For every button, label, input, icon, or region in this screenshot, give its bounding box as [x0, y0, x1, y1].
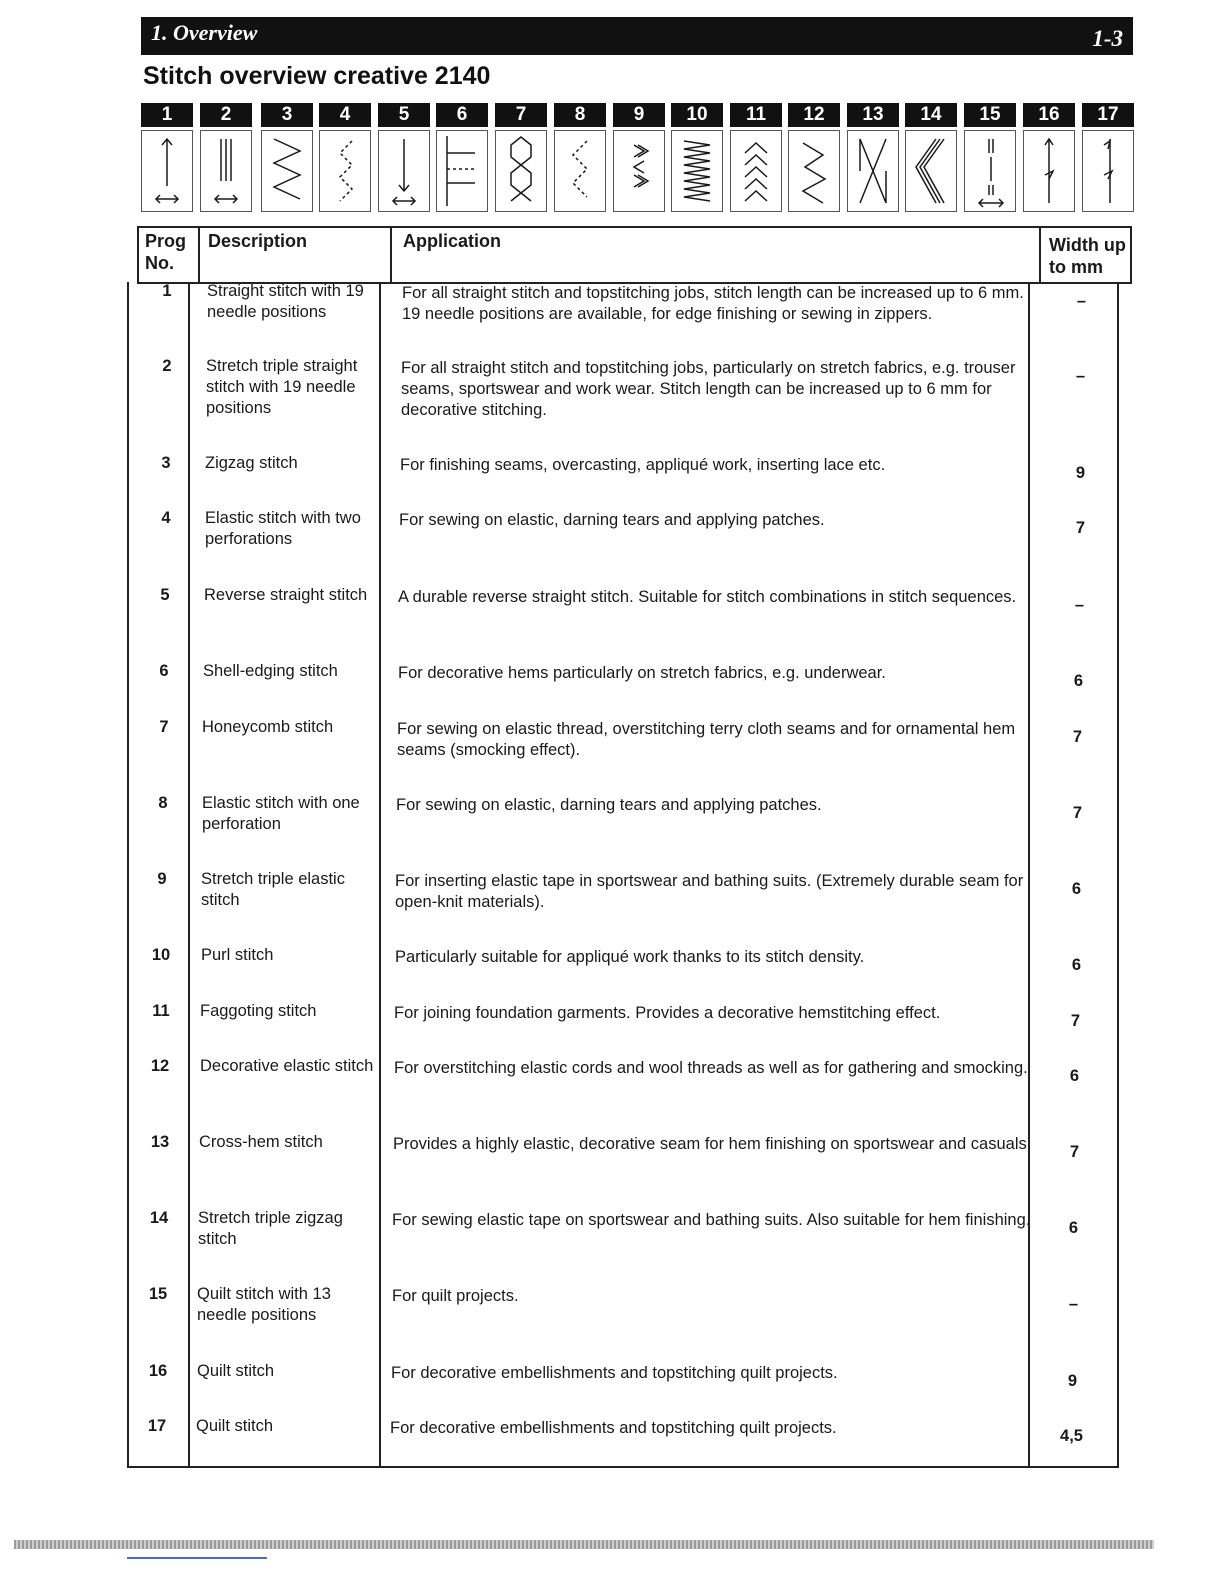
row-application: For sewing on elastic thread, overstitching terry cloth seams and for ornamental hem seams (smocking effect).	[397, 720, 1016, 759]
page-number: 1-3	[1092, 26, 1123, 51]
table-bottom-border	[127, 1466, 1119, 1468]
row-description: Honeycomb stitch	[202, 718, 334, 736]
stitch-pattern-icon	[788, 130, 840, 212]
footer-scan-bar	[14, 1540, 1154, 1549]
row-application: Provides a highly elastic, decorative seam for hem finishing on sportswear and casuals.	[393, 1135, 1032, 1153]
stitch-pattern-icon	[671, 130, 723, 212]
section-header-bar	[141, 17, 1133, 55]
row-width: 9	[1075, 464, 1086, 482]
row-width: –	[1076, 292, 1087, 310]
row-width: 7	[1070, 1012, 1081, 1030]
row-prog-number: 9	[157, 870, 167, 888]
row-prog-number: 15	[148, 1285, 168, 1303]
row-prog-number: 4	[161, 509, 171, 527]
stitch-cell-2	[200, 103, 254, 213]
row-prog-number: 1	[162, 282, 172, 300]
stitch-number: 11	[730, 103, 782, 127]
row-description: Decorative elastic stitch	[200, 1057, 374, 1075]
stitch-number: 4	[319, 103, 371, 127]
row-description: Stretch triple straight stitch with 19 needle positions	[206, 357, 358, 417]
stitch-pattern-icon	[378, 130, 430, 212]
table-top-border	[137, 226, 1131, 228]
stitch-pattern-icon	[847, 130, 899, 212]
stitch-pattern-icon	[964, 130, 1016, 212]
stitch-cell-6	[436, 103, 490, 213]
row-application: For inserting elastic tape in sportswear and bathing suits. (Extremely durable seam for open-knit materials).	[395, 872, 1024, 911]
col-divider-prog	[188, 282, 190, 1467]
table-right-border	[1117, 282, 1119, 1467]
row-width: 7	[1072, 728, 1083, 746]
stitch-cell-13	[847, 103, 901, 213]
stitch-cell-14	[905, 103, 959, 213]
row-application: For decorative embellishments and topstitching quilt projects.	[390, 1419, 837, 1437]
stitch-cell-3	[261, 103, 315, 213]
row-prog-number: 17	[147, 1417, 167, 1435]
stitch-pattern-icon	[200, 130, 252, 212]
stitch-pattern-icon	[905, 130, 957, 212]
row-description: Reverse straight stitch	[204, 586, 368, 604]
row-width: –	[1075, 367, 1086, 385]
row-width: 7	[1069, 1143, 1080, 1161]
stitch-number: 2	[200, 103, 252, 127]
stitch-pattern-icon	[319, 130, 371, 212]
page-title: Stitch overview creative 2140	[143, 62, 491, 90]
stitch-pattern-icon	[495, 130, 547, 212]
stitch-number: 10	[671, 103, 723, 127]
row-description: Elastic stitch with two perforations	[205, 509, 361, 548]
row-application: For all straight stitch and topstitching jobs, stitch length can be increased up to 6 mm. 19 needle positions are available, for edge finishing or sewing in zippers.	[402, 284, 1024, 323]
header-description: Description	[208, 231, 308, 251]
stitch-number: 5	[378, 103, 430, 127]
stitch-cell-4	[319, 103, 373, 213]
stitch-number: 13	[847, 103, 899, 127]
stitch-cell-16	[1023, 103, 1077, 213]
stitch-pattern-icon	[141, 130, 193, 212]
row-width: 9	[1067, 1372, 1078, 1390]
stitch-pattern-icon	[554, 130, 606, 212]
row-prog-number: 3	[161, 454, 171, 472]
row-description: Quilt stitch with 13 needle positions	[197, 1285, 331, 1324]
row-description: Shell-edging stitch	[203, 662, 338, 680]
stitch-number: 14	[905, 103, 957, 127]
row-width: –	[1068, 1295, 1079, 1313]
row-width: 7	[1075, 519, 1086, 537]
stitch-number: 7	[495, 103, 547, 127]
row-description: Quilt stitch	[197, 1362, 275, 1380]
stitch-pattern-icon	[436, 130, 488, 212]
stitch-pattern-icon	[261, 130, 313, 212]
row-prog-number: 13	[150, 1133, 170, 1151]
row-prog-number: 12	[150, 1057, 170, 1075]
stitch-number: 17	[1082, 103, 1134, 127]
stitch-number: 16	[1023, 103, 1075, 127]
row-description: Quilt stitch	[196, 1417, 274, 1435]
stitch-cell-5	[378, 103, 432, 213]
row-prog-number: 14	[149, 1209, 169, 1227]
row-prog-number: 11	[152, 1002, 170, 1020]
stitch-cell-7	[495, 103, 549, 213]
row-description: Straight stitch with 19 needle positions	[207, 282, 364, 321]
stitch-pattern-strip	[141, 103, 1133, 215]
row-description: Stretch triple elastic stitch	[201, 870, 345, 909]
row-application: For all straight stitch and topstitching jobs, particularly on stretch fabrics, e.g. trouser seams, sportswear and work wear. Stitch length can be increased up to 6 mm for decorative stitching.	[401, 359, 1016, 419]
stitch-number: 1	[141, 103, 193, 127]
row-application: For decorative hems particularly on stretch fabrics, e.g. underwear.	[398, 664, 886, 682]
stitch-cell-8	[554, 103, 608, 213]
row-description: Purl stitch	[201, 946, 274, 964]
stitch-pattern-icon	[1023, 130, 1075, 212]
stitch-cell-11	[730, 103, 784, 213]
row-prog-number: 2	[162, 357, 172, 375]
row-width: 6	[1068, 1219, 1079, 1237]
header-application: Application	[403, 231, 501, 251]
row-prog-number: 16	[148, 1362, 168, 1380]
row-prog-number: 5	[160, 586, 170, 604]
stitch-pattern-icon	[613, 130, 665, 212]
stitch-cell-12	[788, 103, 842, 213]
row-application: A durable reverse straight stitch. Suitable for stitch combinations in stitch sequences.	[398, 588, 1017, 606]
row-description: Faggoting stitch	[200, 1002, 317, 1020]
row-width: 7	[1072, 804, 1083, 822]
row-application: For decorative embellishments and topstitching quilt projects.	[391, 1364, 838, 1382]
row-application: For sewing on elastic, darning tears and applying patches.	[399, 511, 825, 529]
stitch-number: 8	[554, 103, 606, 127]
row-width: 6	[1071, 880, 1082, 898]
row-width: 6	[1073, 672, 1084, 690]
row-width: 6	[1071, 956, 1082, 974]
row-width: 4,5	[1060, 1427, 1083, 1445]
row-application: For finishing seams, overcasting, appliqué work, inserting lace etc.	[400, 456, 886, 474]
stitch-cell-17	[1082, 103, 1136, 213]
stitch-number: 9	[613, 103, 665, 127]
row-application: For joining foundation garments. Provides a decorative hemstitching effect.	[394, 1004, 941, 1022]
stitch-cell-10	[671, 103, 725, 213]
row-application: For overstitching elastic cords and wool threads as well as for gathering and smocking.	[394, 1059, 1028, 1077]
stitch-cell-15	[964, 103, 1018, 213]
row-width: –	[1074, 596, 1085, 614]
row-application: For sewing elastic tape on sportswear and bathing suits. Also suitable for hem finishing.	[392, 1211, 1031, 1229]
row-prog-number: 6	[159, 662, 169, 680]
section-label: 1. Overview	[151, 20, 258, 45]
row-description: Elastic stitch with one perforation	[202, 794, 360, 833]
row-application: Particularly suitable for appliqué work thanks to its stitch density.	[395, 948, 865, 966]
row-description: Cross-hem stitch	[199, 1133, 323, 1151]
stitch-number: 15	[964, 103, 1016, 127]
stitch-number: 3	[261, 103, 313, 127]
stitch-number: 6	[436, 103, 488, 127]
row-prog-number: 10	[151, 946, 171, 964]
stitch-pattern-icon	[1082, 130, 1134, 212]
header-width: Width up to mm	[1049, 235, 1126, 277]
row-description: Stretch triple zigzag stitch	[198, 1209, 343, 1248]
stitch-cell-9	[613, 103, 667, 213]
row-prog-number: 7	[159, 718, 169, 736]
row-application: For quilt projects.	[392, 1287, 519, 1305]
stitch-cell-1	[141, 103, 195, 213]
row-application: For sewing on elastic, darning tears and applying patches.	[396, 796, 822, 814]
header-prog-no: Prog No.	[145, 231, 187, 273]
stitch-pattern-icon	[730, 130, 782, 212]
row-prog-number: 8	[158, 794, 168, 812]
row-description: Zigzag stitch	[205, 454, 298, 472]
table-left-border	[127, 282, 129, 1467]
footer-line	[127, 1557, 267, 1559]
row-width: 6	[1069, 1067, 1080, 1085]
stitch-number: 12	[788, 103, 840, 127]
